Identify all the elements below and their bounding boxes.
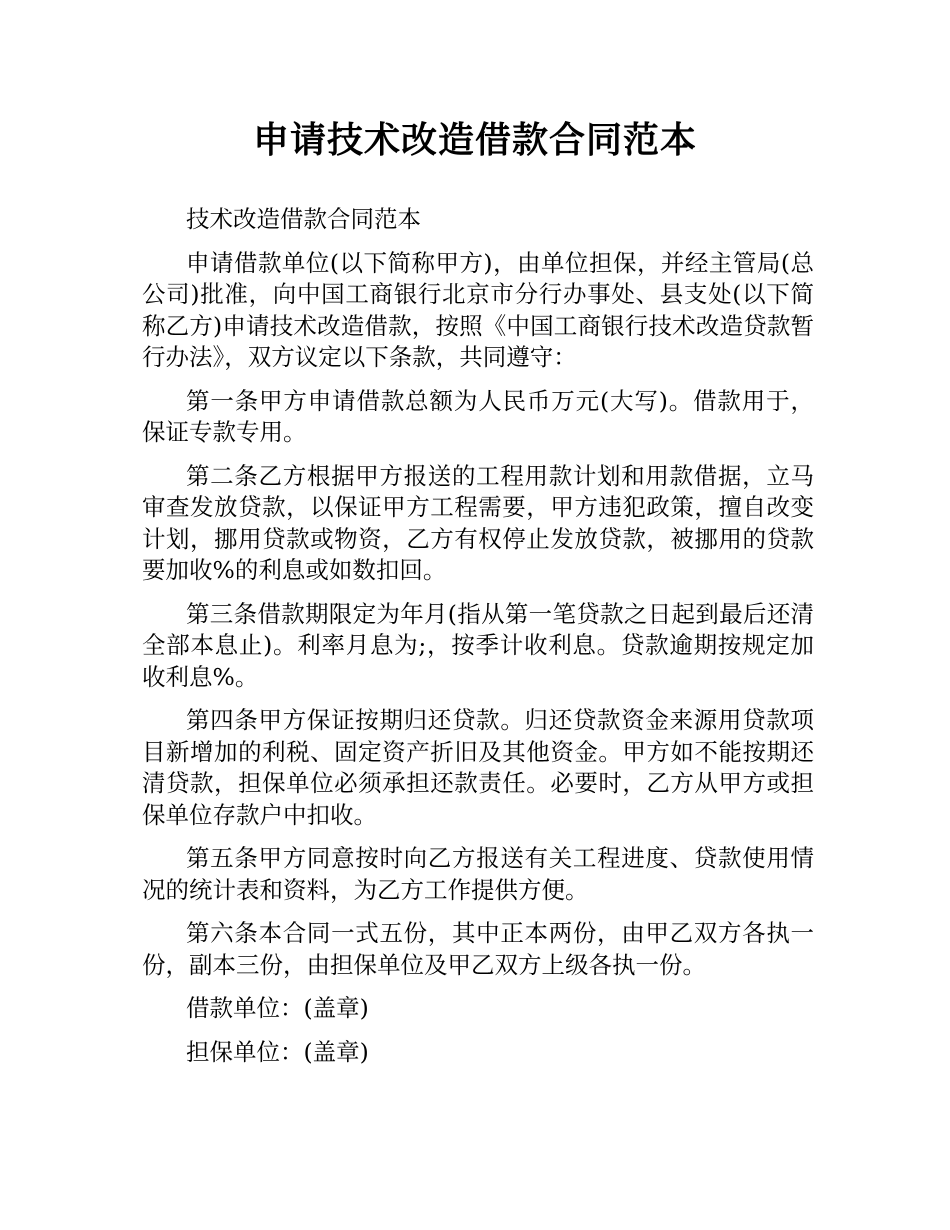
document-title: 申请技术改造借款合同范本 (252, 120, 697, 161)
subtitle-paragraph: 技术改造借款合同范本 (186, 205, 421, 233)
document-body (142, 204, 814, 1080)
article-4-paragraph: 第四条甲方保证按期归还贷款。归还贷款资金来源用贷款项目新增加的利税、固定资产折旧及其他资金。甲方如不能按期还清贷款，担保单位必须承担还款责任。必要时，乙方从甲方或担保单位存款户中扣收。 (142, 706, 814, 829)
article-5-paragraph: 第五条甲方同意按时向乙方报送有关工程进度、贷款使用情况的统计表和资料，为乙方工作提供方便。 (142, 844, 814, 904)
article-2-paragraph: 第二条乙方根据甲方报送的工程用款计划和用款借据，立马审查发放贷款，以保证甲方工程需要，甲方违犯政策，擅自改变计划，挪用贷款或物资，乙方有权停止发放贷款，被挪用的贷款要加收%的利息或如数扣回。 (142, 461, 814, 584)
guarantor-signature-line: 担保单位：(盖章) (186, 1037, 369, 1066)
preamble-paragraph: 申请借款单位(以下简称甲方)，由单位担保，并经主管局(总公司)批准，向中国工商银行北京市分行办事处、县支处(以下简称乙方)申请技术改造借款，按照《中国工商银行技术改造贷款暂行办法》，双方议定以下条款，共同遵守： (142, 248, 814, 371)
article-6-paragraph: 第六条本合同一式五份，其中正本两份，由甲乙双方各执一份，副本三份，由担保单位及甲乙双方上级各执一份。 (142, 919, 814, 979)
borrower-signature-line: 借款单位：(盖章) (186, 994, 369, 1022)
article-1-paragraph: 第一条甲方申请借款总额为人民币万元(大写)。借款用于，保证专款专用。 (142, 386, 814, 446)
article-3-paragraph: 第三条借款期限定为年月(指从第一笔贷款之日起到最后还清全部本息止)。利率月息为;，按季计收利息。贷款逾期按规定加收利息%。 (142, 599, 814, 691)
